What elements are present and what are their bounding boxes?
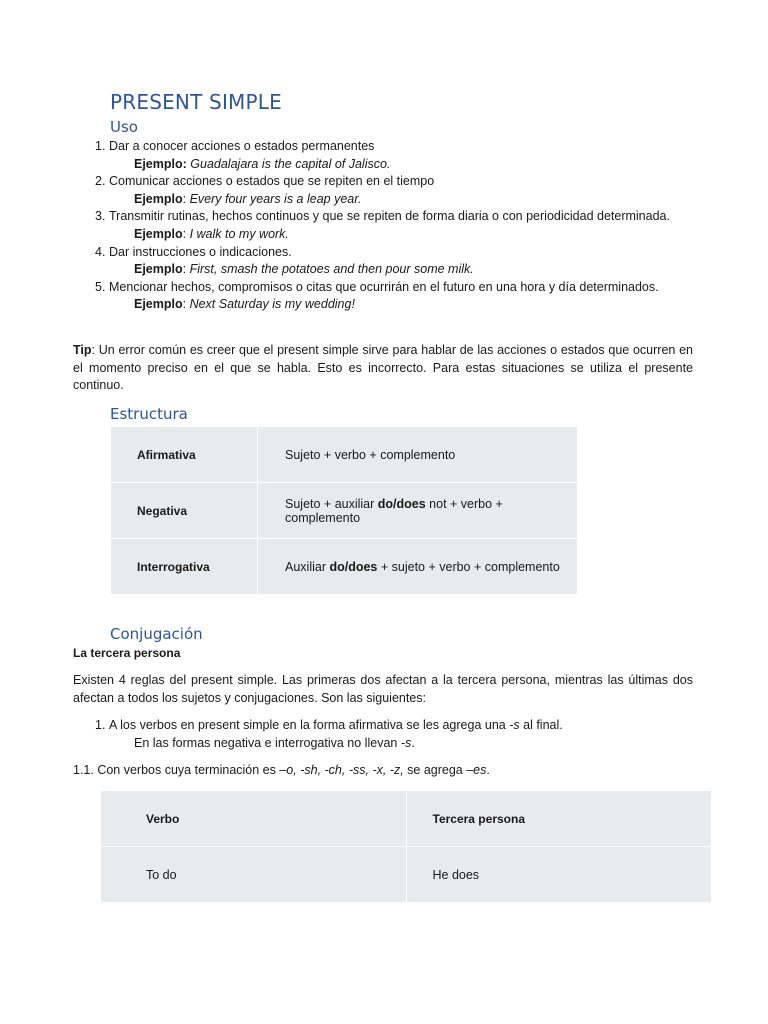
rule-suffix: -s <box>509 718 520 732</box>
table-row <box>101 847 712 903</box>
value-text: Auxiliar <box>285 559 330 574</box>
rule-text: se agrega <box>403 763 467 777</box>
example-label: Ejemplo <box>134 191 183 206</box>
table-row <box>111 427 578 483</box>
table-cell-value <box>258 427 578 483</box>
list-item <box>95 279 695 314</box>
column-header: Verbo <box>101 791 407 847</box>
list-text: Comunicar acciones o estados que se repiten en el tiempo <box>109 174 435 189</box>
example-line <box>109 156 695 174</box>
example-text: I walk to my work. <box>189 226 289 241</box>
list-item <box>95 173 695 208</box>
value-text: not + verbo + complemento <box>285 496 503 525</box>
tip-label: Tip <box>73 343 92 357</box>
value-text: + sujeto + verbo + complemento <box>377 559 560 574</box>
conjugation-table <box>100 790 712 903</box>
list-number: 1. <box>95 718 106 732</box>
structure-table <box>110 426 578 595</box>
list-text <box>109 717 695 735</box>
value-bold: do/does <box>329 559 378 574</box>
rule-line-2 <box>109 735 695 753</box>
rule-text: . <box>411 735 415 750</box>
table-cell: He does <box>406 847 712 903</box>
page-title: PRESENT SIMPLE <box>110 90 282 114</box>
example-line: Ejemplo: I walk to my work. <box>134 226 289 241</box>
subheading: La tercera persona <box>73 646 181 660</box>
value-text: Sujeto + auxiliar <box>285 496 378 511</box>
uso-list <box>95 138 695 314</box>
example-label: Ejemplo: <box>134 156 187 171</box>
value-text: Sujeto + verbo + complemento <box>285 447 456 462</box>
table-cell-value <box>258 539 578 595</box>
estructura-heading: Estructura <box>110 405 188 423</box>
example-label: Ejemplo <box>134 297 183 312</box>
rule-suffix: -s <box>400 735 412 750</box>
rule-text: . <box>486 763 490 777</box>
table-header-row <box>101 791 712 847</box>
example-text: Guadalajara is the capital of Jalisco. <box>190 156 391 171</box>
tip-text: : Un error común es creer que el present simple sirve para hablar de las acciones o estados que ocurren en el momento preciso en el que se habla. Esto es incorrecto. Para estas situaciones se utiliza el presente continuo. <box>73 343 693 393</box>
conjugacion-heading: Conjugación <box>110 625 203 643</box>
list-number: 4. <box>95 244 106 259</box>
list-item <box>95 717 695 752</box>
example-label: Ejemplo <box>134 262 183 277</box>
rule-1-1 <box>73 762 490 780</box>
table-row <box>111 539 578 595</box>
table-cell: To do <box>101 847 407 903</box>
column-header: Tercera persona <box>406 791 712 847</box>
tip-paragraph <box>73 342 693 395</box>
list-text: Transmitir rutinas, hechos continuos y que se repiten de forma diaria o con periodicidad determinada. <box>109 209 670 224</box>
example-line: Ejemplo: First, smash the potatoes and then pour some milk. <box>134 262 474 277</box>
list-number: 1. <box>95 139 106 153</box>
rule-text: al final. <box>519 718 563 732</box>
rule-text: En las formas negativa e interrogativa no llevan <box>134 735 401 750</box>
list-number: 2. <box>95 174 106 189</box>
table-cell-label: Afirmativa <box>111 427 258 483</box>
example-label: Ejemplo <box>134 226 183 241</box>
list-number: 5. <box>95 279 106 294</box>
uso-heading: Uso <box>110 118 138 136</box>
list-text: Dar a conocer acciones o estados permanentes <box>109 139 375 153</box>
list-text: Dar instrucciones o indicaciones. <box>109 244 292 259</box>
example-text: First, smash the potatoes and then pour some milk. <box>189 262 474 277</box>
list-item <box>95 138 695 173</box>
rule-text: 1.1. Con verbos cuya terminación es <box>73 763 280 777</box>
example-text: Next Saturday is my wedding! <box>189 297 355 312</box>
list-item <box>95 208 695 243</box>
table-cell-label: Negativa <box>111 483 258 539</box>
list-item <box>95 244 695 279</box>
value-bold: do/does <box>377 496 426 511</box>
example-text: Every four years is a leap year. <box>189 191 362 206</box>
example-line: Ejemplo: Next Saturday is my wedding! <box>134 297 355 312</box>
rule-suffix: –es <box>466 763 487 777</box>
list-text: Mencionar hechos, compromisos o citas que ocurrirán en el futuro en una hora y día determinados. <box>109 279 659 294</box>
table-cell-value <box>258 483 578 539</box>
rule-1 <box>95 717 695 752</box>
rule-text: A los verbos en present simple en la forma afirmativa se les agrega una <box>109 718 510 732</box>
intro-paragraph: Existen 4 reglas del present simple. Las primeras dos afectan a la tercera persona, mientras las últimas dos afectan a todos los sujetos y conjugaciones. Son las siguientes: <box>73 673 693 705</box>
list-number: 3. <box>95 209 106 224</box>
example-line: Ejemplo: Every four years is a leap year. <box>134 191 362 206</box>
table-cell-label: Interrogativa <box>111 539 258 595</box>
rule-endings: –o, -sh, -ch, -ss, -x, -z, <box>279 763 404 777</box>
table-row <box>111 483 578 539</box>
